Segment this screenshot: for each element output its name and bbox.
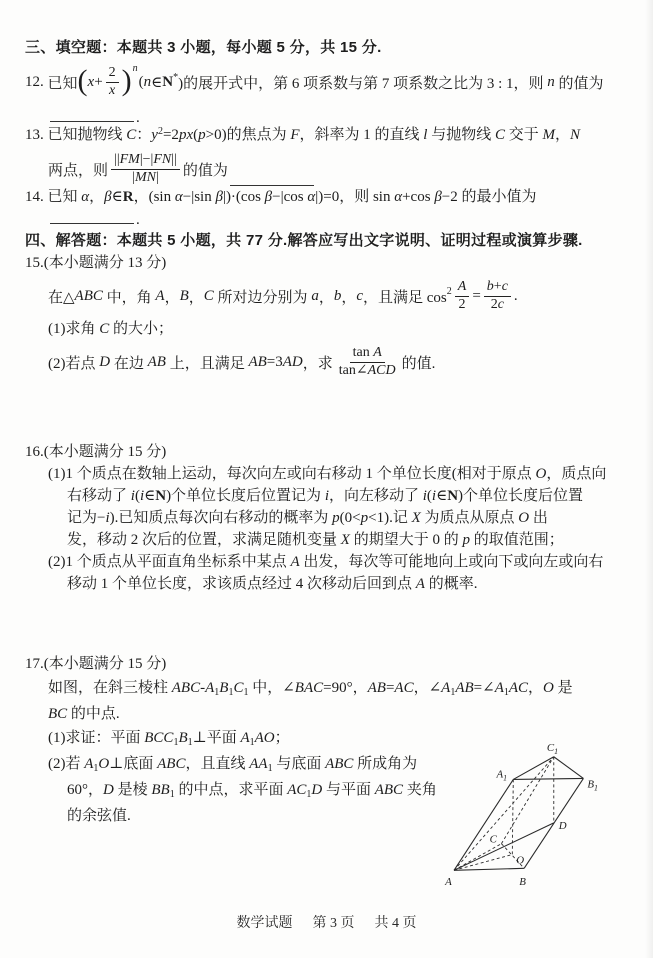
text-segment: ).已知质点每次向右移动的概率为 xyxy=(109,510,333,526)
text-segment: (2)若 xyxy=(48,756,85,772)
q15-line-1 xyxy=(25,274,639,318)
text-segment: ，且直线 xyxy=(185,756,250,772)
figure-label-A1: $A_1$ xyxy=(496,768,508,783)
text-segment: D xyxy=(103,782,114,798)
text-segment: (1)求证：平面 xyxy=(48,730,145,746)
text-segment: β xyxy=(264,189,273,205)
text-segment: FN xyxy=(153,151,172,167)
text-segment: B xyxy=(219,680,229,696)
fraction-denominator xyxy=(336,363,399,380)
text-segment: (1)求角 xyxy=(48,321,100,337)
text-segment: D xyxy=(99,353,111,370)
text-segment: ，斜率为 1 的直线 xyxy=(299,127,424,143)
text-segment: ( xyxy=(426,488,432,504)
text-segment: |)=0，则 sin xyxy=(315,189,395,205)
text-segment: +cos xyxy=(402,189,435,205)
text-segment: 的概率. xyxy=(424,576,478,592)
edge-A1C1 xyxy=(513,757,553,780)
text-segment: β xyxy=(434,189,442,205)
fraction-numerator xyxy=(106,65,119,83)
text-segment: p xyxy=(332,510,340,526)
text-segment: 1 xyxy=(169,789,175,800)
figure-label-B1: $B_1$ xyxy=(587,778,598,793)
fraction xyxy=(111,152,180,187)
text-segment: C xyxy=(494,127,505,143)
text-segment: 记为− xyxy=(67,510,106,526)
text-segment: ( xyxy=(134,488,140,504)
text-segment: 夹角 xyxy=(403,782,437,798)
footer-doc-title: 数学试题 xyxy=(236,916,293,931)
footer-page-number: 第 3 页 xyxy=(312,916,355,931)
answer-blank xyxy=(230,170,314,186)
answer-blank xyxy=(50,106,134,122)
figure-label-C1: $C_1$ xyxy=(546,741,559,756)
text-segment: px xyxy=(178,127,194,143)
text-segment: 所成角为 xyxy=(353,756,418,772)
text-segment: 1 xyxy=(173,737,179,748)
fraction xyxy=(336,345,399,380)
text-segment: 1 xyxy=(243,687,249,698)
text-segment: i xyxy=(324,488,329,504)
q16-part1-line-3 xyxy=(25,507,639,529)
text-segment: BAC xyxy=(294,680,324,696)
text-segment: 2 xyxy=(446,285,452,297)
text-segment: A xyxy=(290,554,300,570)
fraction-numerator xyxy=(484,279,511,297)
figure-label-O: O xyxy=(516,854,525,867)
text-segment: || xyxy=(171,151,177,167)
figure-label-D: D xyxy=(558,819,567,832)
text-segment: 的值为 xyxy=(182,162,228,179)
q15-part-2 xyxy=(25,340,639,384)
text-segment: 1 xyxy=(306,789,312,800)
answer-blank xyxy=(50,208,134,224)
text-segment: ，(sin xyxy=(133,189,175,205)
text-segment: ABC xyxy=(171,680,201,696)
q16-part2-line-2 xyxy=(25,573,639,595)
text-segment: )个单位长度后位置 xyxy=(458,488,584,504)
text-segment: O xyxy=(518,510,530,526)
figure-label-C: C xyxy=(489,833,497,846)
text-segment: 在△ xyxy=(48,289,75,306)
figure-label-A: A xyxy=(445,876,452,889)
fraction-numerator xyxy=(350,345,385,363)
text-segment: i xyxy=(139,488,145,504)
text-segment: AB xyxy=(455,680,474,696)
text-segment: 交于 xyxy=(504,127,543,143)
text-segment: 1 xyxy=(214,687,220,698)
text-segment: A xyxy=(205,680,215,696)
fraction-denominator xyxy=(129,170,162,187)
text-segment: 移动 1 个单位长度，求该质点经过 4 次移动后回到点 xyxy=(67,576,416,592)
q17-line-1 xyxy=(25,676,639,702)
text-segment: 1 xyxy=(249,737,255,748)
text-segment: X xyxy=(340,532,350,548)
text-segment: x xyxy=(109,82,116,98)
text-segment: A xyxy=(457,278,467,294)
section4-header: 四、解答题：本题共 5 小题，共 77 分.解答应写出文字说明、证明过程或演算步骤. xyxy=(25,232,583,249)
text-segment: AB xyxy=(248,353,267,370)
text-segment: 的余弦值. xyxy=(67,808,131,824)
text-segment: 16. xyxy=(25,444,44,460)
text-segment: ∈ xyxy=(151,74,163,91)
text-segment: i xyxy=(422,488,427,504)
text-segment: n xyxy=(547,73,555,90)
text-segment: c xyxy=(501,278,508,294)
q16-part1-line-4 xyxy=(25,529,639,551)
text-segment: (0< xyxy=(339,510,361,526)
text-segment: AO xyxy=(254,730,275,746)
text-segment: a xyxy=(311,287,319,304)
text-segment: |)·(cos xyxy=(222,189,265,205)
q15-heading xyxy=(25,252,639,274)
text-segment: AA xyxy=(249,756,268,772)
text-segment: α xyxy=(307,189,316,205)
text-segment: ， xyxy=(318,289,334,306)
text-segment: β xyxy=(104,189,112,205)
text-segment: c xyxy=(497,296,504,312)
text-segment: 上，且满足 xyxy=(165,355,249,372)
text-segment: (本小题满分 15 分) xyxy=(43,444,167,460)
text-segment: )个单位长度后位置记为 xyxy=(166,488,325,504)
text-segment: ABC xyxy=(74,287,103,304)
fraction-numerator xyxy=(455,279,470,297)
text-segment: α xyxy=(394,189,403,205)
text-segment: ， xyxy=(89,189,105,205)
text-segment: 右移动了 xyxy=(67,488,131,504)
text-segment: A xyxy=(415,576,425,592)
text-segment: ABC xyxy=(325,756,354,772)
text-segment: 15. xyxy=(25,255,44,271)
text-segment: 14. xyxy=(25,189,44,205)
text-segment: + xyxy=(94,73,103,90)
text-segment: 1 xyxy=(450,687,456,698)
text-segment: B xyxy=(178,730,188,746)
text-segment: −|sin xyxy=(182,189,216,205)
text-segment: 17. xyxy=(25,656,44,672)
q17-heading xyxy=(25,652,639,676)
question-13 xyxy=(25,124,639,190)
text-segment: - xyxy=(200,680,206,696)
text-segment: (2)1 个质点从平面直角坐标系中某点 xyxy=(48,554,291,570)
text-segment: R xyxy=(122,189,134,205)
text-segment: 两点，则 xyxy=(48,162,109,179)
text-segment: 1 xyxy=(187,737,193,748)
text-segment: =90°， xyxy=(323,680,368,696)
text-segment: N xyxy=(162,73,174,90)
text-segment: ： xyxy=(136,127,152,143)
text-segment: C xyxy=(99,321,110,337)
fraction-denominator xyxy=(456,297,469,314)
q13-line-2 xyxy=(25,148,639,190)
q15-part-1 xyxy=(25,318,639,340)
text-segment: = xyxy=(472,287,481,304)
text-segment: p xyxy=(462,532,470,548)
text-segment: ∈ xyxy=(111,189,123,205)
fraction xyxy=(106,65,119,100)
text-segment: 的值为 xyxy=(554,75,604,92)
text-segment: ⊥平面 xyxy=(192,730,241,746)
text-segment: ∈ xyxy=(436,488,448,504)
text-segment: X xyxy=(411,510,421,526)
text-segment: M xyxy=(542,127,555,143)
text-segment: 2 xyxy=(108,64,116,80)
text-segment: ∈ xyxy=(144,488,156,504)
text-segment: . xyxy=(513,287,518,304)
text-segment: i xyxy=(431,488,437,504)
text-segment: * xyxy=(173,71,179,83)
text-segment: 13. xyxy=(25,127,44,143)
text-segment: =3 xyxy=(266,353,283,370)
text-segment: ⊥底面 xyxy=(109,756,158,772)
text-segment: 所对边分别为 xyxy=(213,289,312,306)
text-segment: 的大小； xyxy=(109,321,174,337)
text-segment: ， xyxy=(554,127,570,143)
text-segment: AC xyxy=(394,680,414,696)
text-segment: B xyxy=(179,287,189,304)
text-segment: |−| xyxy=(139,151,154,167)
text-segment: 为质点从原点 xyxy=(420,510,519,526)
page-footer xyxy=(0,912,653,932)
prism-figure xyxy=(437,737,635,895)
text-segment: = xyxy=(385,680,395,696)
text-segment: 的中点，求平面 xyxy=(174,782,288,798)
q17-line-2 xyxy=(25,702,639,726)
text-segment: A xyxy=(155,287,165,304)
text-segment: C xyxy=(203,287,214,304)
text-segment: AB xyxy=(367,680,386,696)
text-segment: A xyxy=(84,756,94,772)
text-segment: A xyxy=(240,730,250,746)
text-segment: (本小题满分 13 分) xyxy=(43,255,167,271)
text-segment: 中，角 xyxy=(102,289,156,306)
text-segment: =2 xyxy=(162,127,179,143)
text-segment: 的值. xyxy=(401,355,436,372)
text-segment: . xyxy=(136,212,140,228)
edge-A1B1 xyxy=(513,778,583,779)
text-segment: n xyxy=(143,73,152,90)
text-segment: F xyxy=(290,127,300,143)
text-segment: 的取值范围； xyxy=(469,532,564,548)
text-segment: 发，移动 2 次后的位置，求满足随机变量 xyxy=(67,532,341,548)
text-segment: ，质点向 xyxy=(546,466,607,482)
text-segment: β xyxy=(215,189,223,205)
text-segment: 已知 xyxy=(43,189,82,205)
text-segment: −2 的最小值为 xyxy=(441,189,537,205)
q14-line-1 xyxy=(25,186,639,208)
text-segment: c xyxy=(356,287,364,304)
text-segment: ，向左移动了 xyxy=(328,488,423,504)
text-segment: <1).记 xyxy=(368,510,412,526)
text-segment: | xyxy=(155,169,159,185)
text-segment: ，且满足 cos xyxy=(363,289,447,306)
text-segment: || xyxy=(114,151,120,167)
fraction-denominator xyxy=(488,297,507,314)
edge-AB xyxy=(454,868,524,870)
text-segment: C xyxy=(126,127,137,143)
text-segment: ； xyxy=(274,730,290,746)
edge-AC-dashed xyxy=(454,844,501,871)
text-segment: 1 xyxy=(267,763,273,774)
text-segment: b xyxy=(486,278,494,294)
text-segment: =∠ xyxy=(473,680,495,696)
text-segment: (1)1 个质点在数轴上运动，每次向左或向右移动 1 个单位长度(相对于原点 xyxy=(48,466,536,482)
text-segment: A xyxy=(373,344,382,360)
text-segment: MN xyxy=(134,169,156,185)
text-segment: 的期望大于 0 的 xyxy=(349,532,463,548)
text-segment: A xyxy=(441,680,451,696)
text-segment: n xyxy=(132,62,138,74)
text-segment: 1 xyxy=(503,687,509,698)
q12-line-1 xyxy=(25,58,639,106)
text-segment: (2)若点 xyxy=(48,355,100,372)
text-segment: (本小题满分 15 分) xyxy=(43,656,167,672)
text-segment: 1 xyxy=(228,687,234,698)
text-segment: 2 xyxy=(157,126,163,137)
text-segment: ，∠ xyxy=(413,680,442,696)
text-segment: 已知抛物线 xyxy=(43,127,127,143)
q16-part2-line-1 xyxy=(25,551,639,573)
text-segment: tan xyxy=(352,344,374,360)
question-14 xyxy=(25,186,639,231)
text-segment: O xyxy=(98,756,110,772)
text-segment: ( xyxy=(193,127,199,143)
text-segment: y xyxy=(151,127,158,143)
text-segment: 出发，每次等可能地向上或向下或向左或向右 xyxy=(299,554,604,570)
text-segment: α xyxy=(81,189,90,205)
text-segment: 2 xyxy=(490,296,498,312)
question-15 xyxy=(25,252,639,384)
q14-answer-line xyxy=(25,208,639,231)
fraction-denominator xyxy=(106,83,118,100)
text-segment: ， xyxy=(188,289,204,306)
figure-label-B: B xyxy=(519,876,526,889)
text-segment: 与底面 xyxy=(272,756,326,772)
edge-A1O-dashed xyxy=(512,779,513,854)
text-segment: 与平面 xyxy=(322,782,375,798)
text-segment: ( xyxy=(77,64,88,97)
q16-heading xyxy=(25,441,639,463)
text-segment: ，求 xyxy=(302,355,333,372)
text-segment: C xyxy=(233,680,244,696)
text-segment: FM xyxy=(119,151,140,167)
text-segment: ( xyxy=(138,73,144,90)
text-segment: 是 xyxy=(553,680,573,696)
text-segment: N xyxy=(155,488,167,504)
q16-part1-line-2 xyxy=(25,485,639,507)
text-segment: 与抛物线 xyxy=(427,127,495,143)
text-segment: ) xyxy=(121,64,132,97)
text-segment: ABC xyxy=(157,756,186,772)
text-segment: O xyxy=(543,680,554,696)
text-segment: l xyxy=(423,127,428,143)
text-segment: ACD xyxy=(367,362,396,378)
text-segment: AB xyxy=(147,353,166,370)
text-segment: 出 xyxy=(529,510,548,526)
text-segment: 如图，在斜三棱柱 xyxy=(48,680,172,696)
text-segment: BB xyxy=(151,782,170,798)
text-segment: | xyxy=(132,169,135,185)
text-segment: N xyxy=(447,488,459,504)
text-segment: 是棱 xyxy=(113,782,152,798)
text-segment: A xyxy=(494,680,504,696)
fraction xyxy=(455,279,470,314)
q16-part1-line-1 xyxy=(25,463,639,485)
text-segment: 的中点. xyxy=(67,706,120,722)
text-segment: p xyxy=(360,510,369,526)
text-segment: ， xyxy=(164,289,180,306)
edge-CC1-dashed xyxy=(501,757,553,844)
text-segment: + xyxy=(493,278,502,294)
text-segment: AC xyxy=(508,680,529,696)
text-segment: α xyxy=(174,189,183,205)
fraction-numerator xyxy=(111,152,180,170)
text-segment: 中，∠ xyxy=(248,680,295,696)
text-segment: tan∠ xyxy=(338,362,368,378)
text-segment: D xyxy=(311,782,323,798)
text-segment: BCC xyxy=(144,730,174,746)
text-segment: BC xyxy=(48,706,68,722)
text-segment: >0)的焦点为 xyxy=(205,127,291,143)
footer-page-total: 共 4 页 xyxy=(374,916,417,931)
edge-C1B1 xyxy=(554,757,584,779)
section3-header: 三、填空题：本题共 3 小题，每小题 5 分，共 15 分. xyxy=(25,39,382,56)
question-12 xyxy=(25,58,639,129)
q13-line-1 xyxy=(25,124,639,148)
text-segment: 2 xyxy=(458,296,466,312)
text-segment: ABC xyxy=(374,782,404,798)
text-segment: 已知 xyxy=(43,75,78,92)
question-16 xyxy=(25,441,639,595)
text-segment: −|cos xyxy=(272,189,308,205)
text-segment: i xyxy=(105,510,110,526)
text-segment: b xyxy=(333,287,342,304)
text-segment: AC xyxy=(287,782,307,798)
text-segment: i xyxy=(130,488,135,504)
text-segment: p xyxy=(198,127,206,143)
text-segment: )的展开式中，第 6 项系数与第 7 项系数之比为 3 : 1，则 xyxy=(178,75,548,92)
text-segment: N xyxy=(570,127,581,143)
text-segment: ， xyxy=(528,680,544,696)
text-segment: x xyxy=(87,73,95,90)
text-segment: ， xyxy=(341,289,357,306)
text-segment: AD xyxy=(282,353,303,370)
text-segment: 1 xyxy=(93,763,99,774)
text-segment: 60°， xyxy=(67,782,103,798)
fraction xyxy=(484,279,511,314)
text-segment: 12. xyxy=(25,73,44,90)
text-segment: O xyxy=(535,466,547,482)
text-segment: . xyxy=(136,110,140,126)
text-segment: 在边 xyxy=(110,355,148,372)
